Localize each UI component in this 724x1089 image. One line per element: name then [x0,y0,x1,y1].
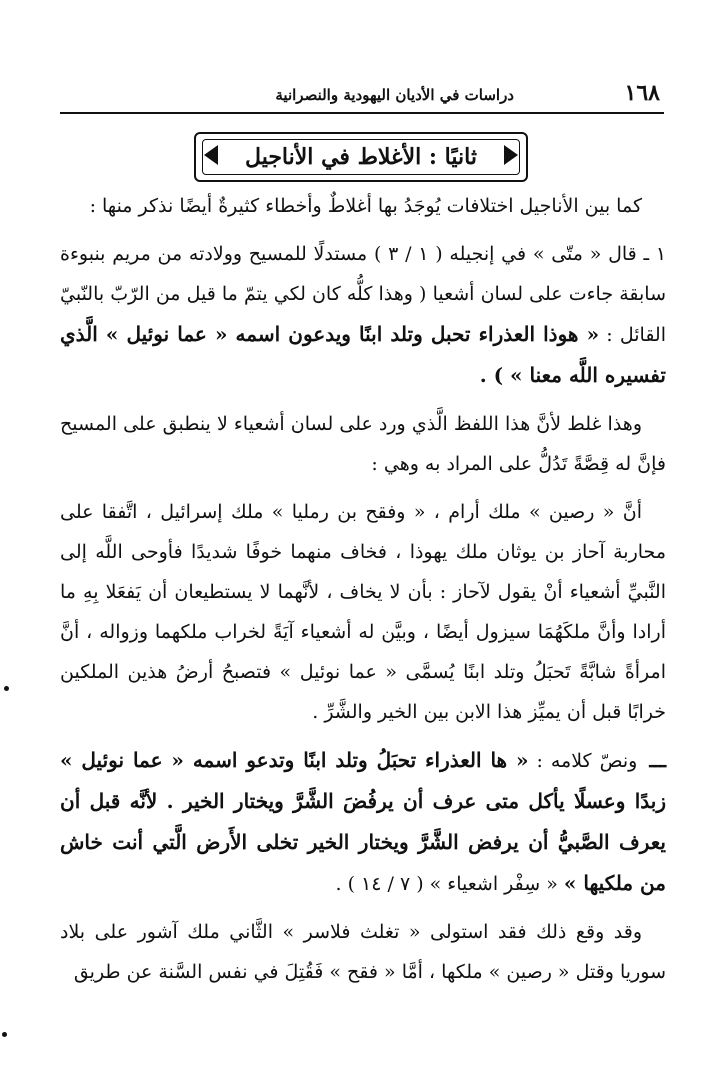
scan-speck [2,1032,7,1037]
paragraph-intro: كما بين الأناجيل اختلافات يُوجَدُ بها أغلاطٌ وأخطاء كثيرةٌ أيضًا نذكر منها : [89,195,642,217]
page-number: ١٦٨ [624,80,660,106]
paragraph-story: أنَّ « رصين » ملك أرام ، « وفقح بن رمليا » ملك إسرائيل ، اتَّفقا على محاربة آحاز بن يوثان ملك يهوذا ، فخاف منهما خوفًا شديدًا فأوحى اللَّه إلى النَّبيِّ أشعياء أنْ يقول لآحاز : بأن لا يخاف ، لأنَّهما لا يستطيعان أن يَفعَلا بِهِ ما أرادا وأنَّ ملكَهُمَا سيزول أيضًا ، وبيَّن له أشعياء آيَةً لخراب ملكهما وزواله ، أنَّ امرأةً شابَّةً تَحبَلُ وتلد ابنًا يُسمَّى « عما نوئيل » فتصبحُ أرضُ هذين الملكين خرابًا قبل أن يميِّز هذا الابن بين الخير والشَّرِّ . [60,501,666,723]
running-title: دراسات في الأديان اليهودية والنصرانية [275,86,514,104]
paragraph-original-text [60,740,666,904]
paragraph-matthew [60,234,666,396]
paragraph-matthew-text: ١ ـ قال « متّى » في إنجيله ( ١ / ٣ ) مستدلًا للمسيح وولادته من مريم بنبوءة سابقة جاءت على لسان أشعيا ( وهذا كلُّه كان لكي يتمّ ما قيل من الرّبّ بالنّبيّ القائل : [60,243,667,346]
quote-isaiah-text: « ها العذراء تحبَلُ وتلد ابنًا وتدعو اسمه « عما نوئيل » زبدًا وعسلًا يأكل متى عرف أن يرفُضَ الشَّرَّ ويختار الخير . لأنَّه قبل أن يعرف الصَّبيُّ أن يرفض الشَّرَّ ويختار الخير تخلى الأَرض الَّتي أنت خاش من ملكيها » [60,748,666,895]
scan-speck [4,686,9,691]
section-heading-frame [194,132,528,182]
section-heading-inner [202,139,520,175]
quote-isaiah-prophecy: « هوذا العذراء تحبل وتلد ابنًا ويدعون اسمه « عما نوئيل » الَّذي تفسيره اللَّه معنا » ) . [60,322,666,387]
quote-reference: « سِفْر اشعياء » ( ٧ / ١٤ ) . [335,873,558,895]
pointer-marker-icon: ـــ [649,750,667,772]
page-header [60,78,664,114]
paragraph-error: وهذا غلط لأنَّ هذا اللفظ الَّذي ورد على لسان أشعياء لا ينطبق على المسيح فإنَّ له قِصَّةً تَدُلُّ على المراد به وهي : [60,413,666,475]
quote-lead: ونصّ كلامه : [536,750,638,772]
section-title: ثانيًا : الأغلاط في الأناجيل [245,144,477,170]
paragraph-history: وقد وقع ذلك فقد استولى « تغلث فلاسر » الثَّاني ملك آشور على بلاد سوريا وقتل « رصين » ملكها ، أمَّا « فقح » فَقُتِلَ في نفس السَّنة عن طريق [60,921,666,983]
page-body [60,186,666,992]
arrow-right-icon [504,145,518,165]
